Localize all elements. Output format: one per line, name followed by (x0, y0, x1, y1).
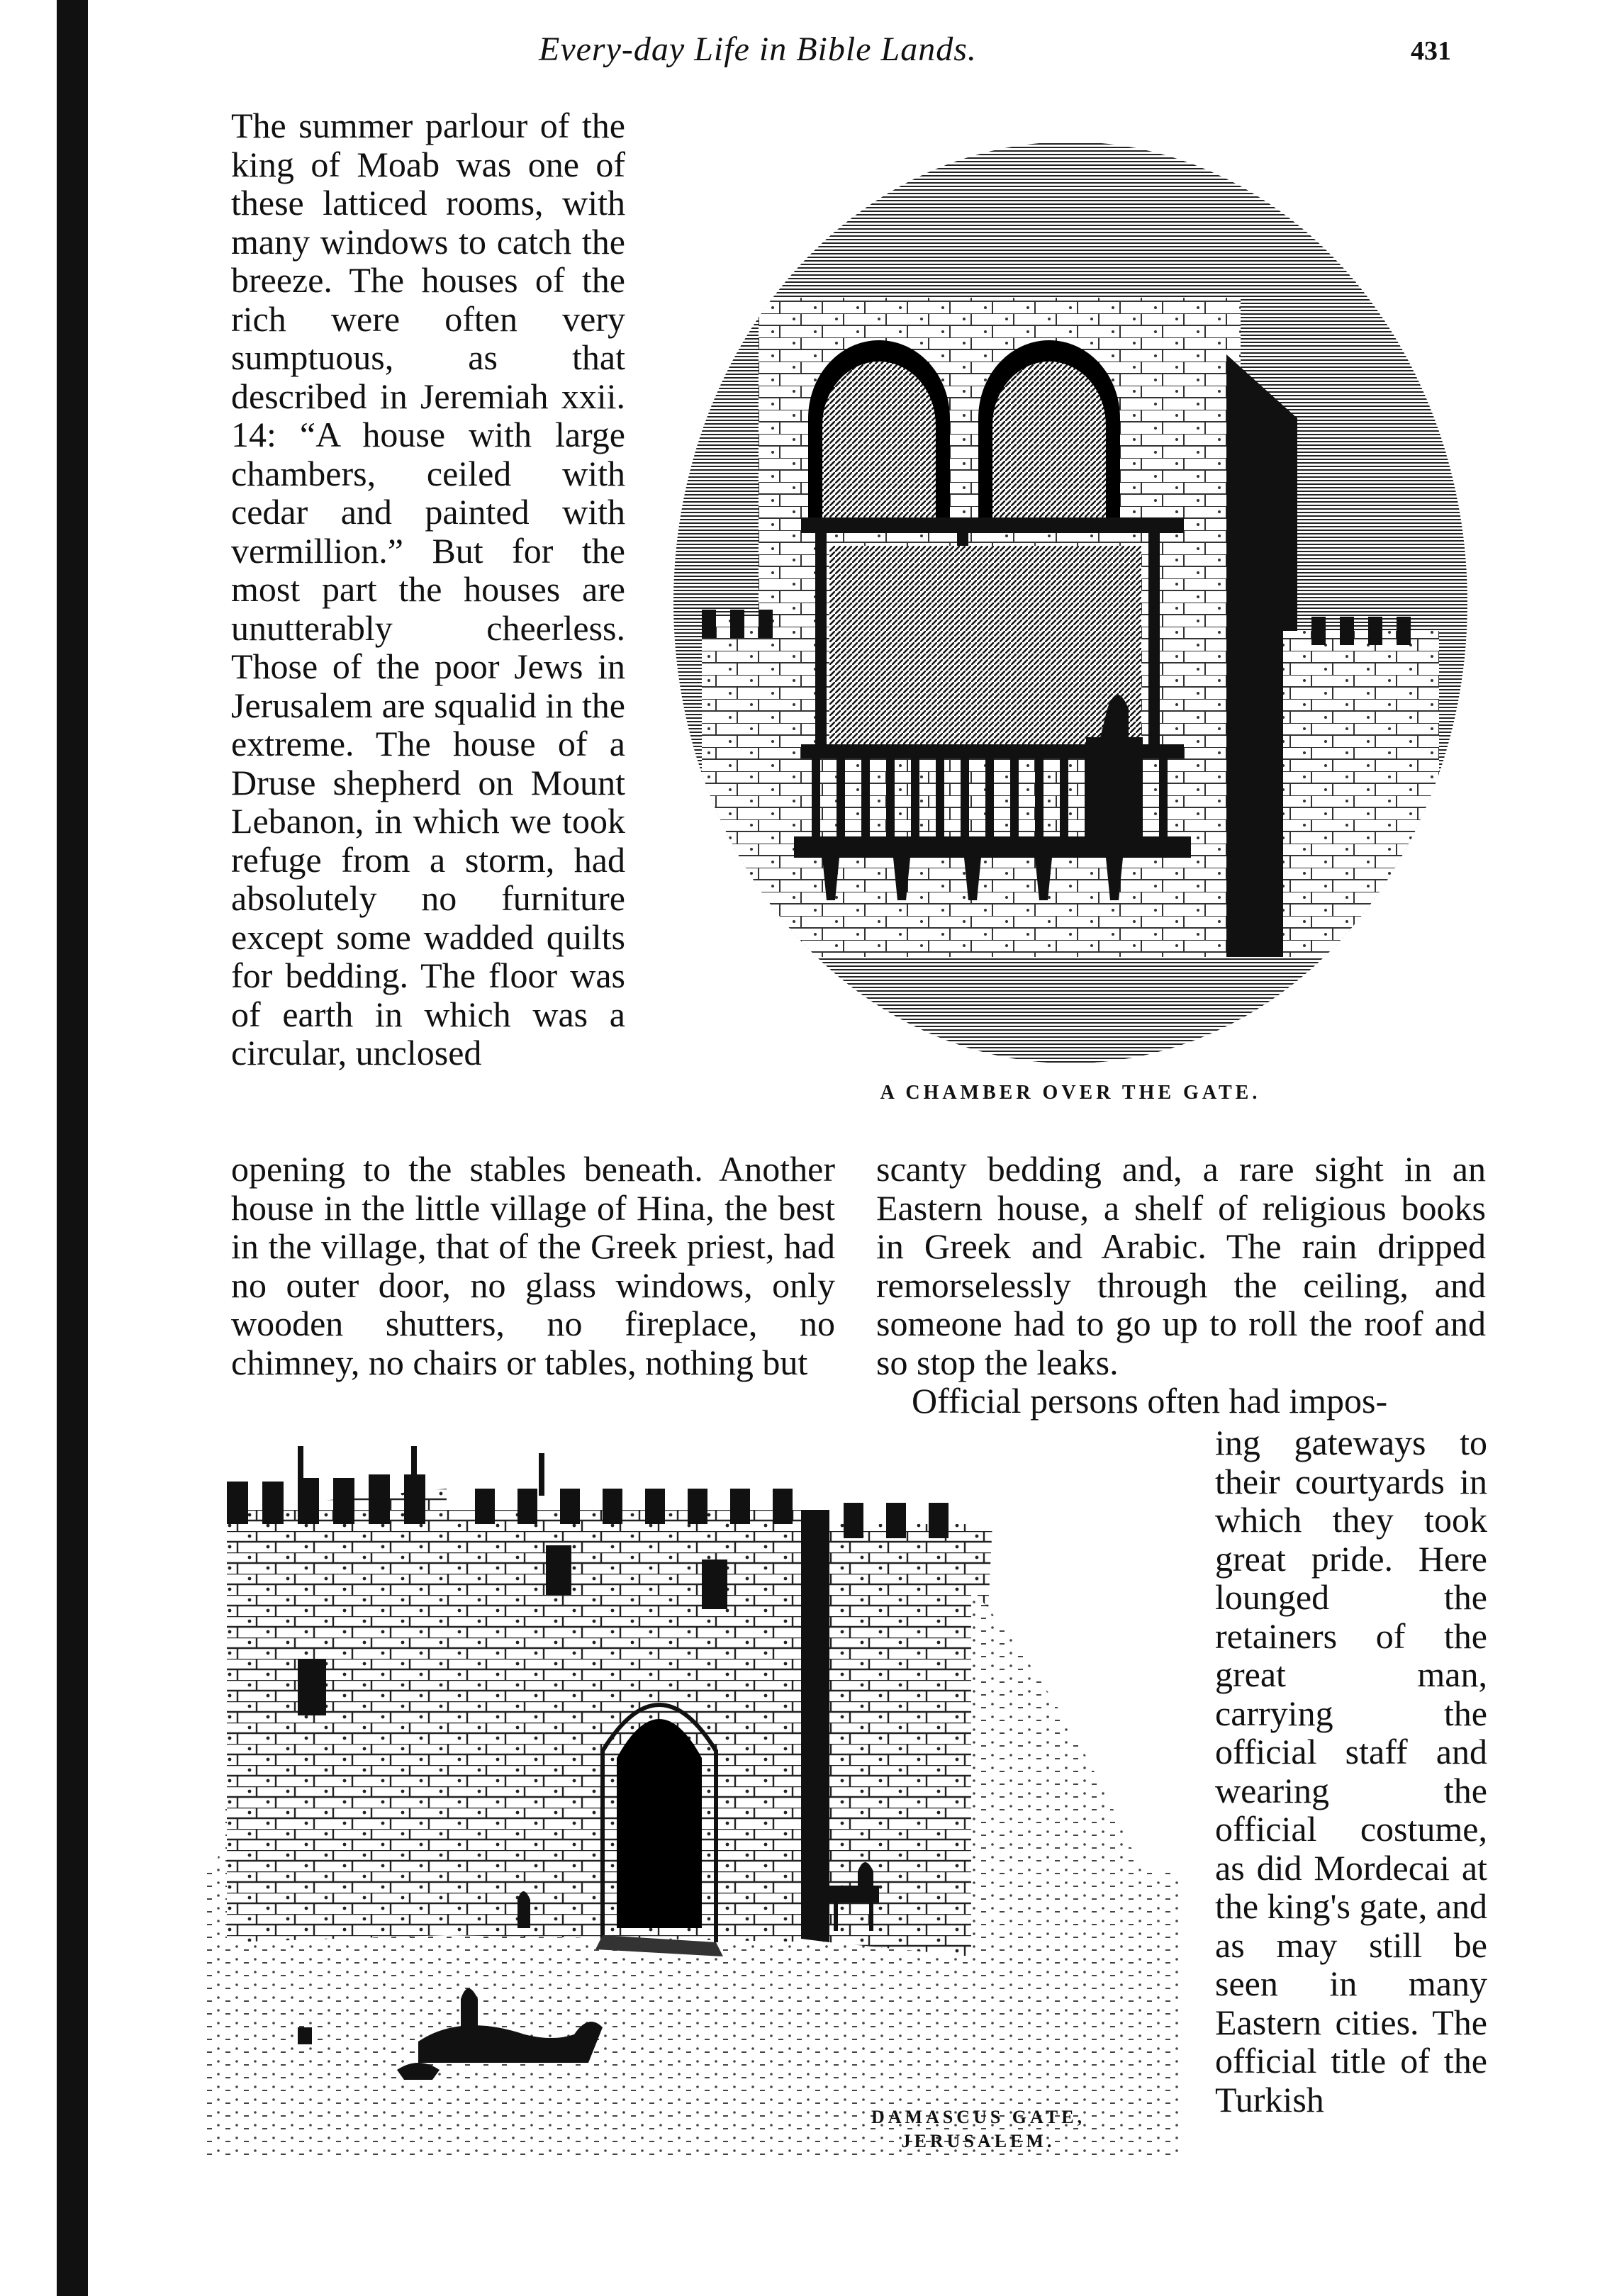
body-paragraph: The summer parlour of the king of Moab was one of these latticed rooms, with many windows to catch the breeze. The houses of the rich were often very sumptuous, as that described in Jeremiah xxii. 14: “A house with large chambers, ceiled with cedar and painted with vermillion.” But for the most part the houses are unutterably cheerless. Those of the poor Jews in Jerusalem are squalid in the extreme. The house of a Druse shepherd on Mount Lebanon, in which we took refuge from a storm, had absolutely no furniture except some wadded quilts for bedding. The floor was of earth in which was a circular, unclosed (231, 106, 625, 1073)
body-paragraph-continued: ing gateways to their courtyards in which they took great pride. Here lounged the retainers of the great man, carrying the official staff and wearing the official costume, as did Mordecai at the king's gate, and as may still be seen in many Eastern cities. The official title of the Turkish (1215, 1423, 1487, 2119)
body-paragraph-indented: Official persons often had impos- (912, 1381, 1388, 1421)
chamber-caption: A CHAMBER OVER THE GATE. (880, 1082, 1261, 1104)
caption-line-2: JERUSALEM. (901, 2131, 1056, 2151)
chamber-engraving (659, 121, 1482, 1070)
body-paragraph: opening to the stables beneath. Another house in the little village of Hina, the best in the village, that of the Greek priest, had no outer door, no glass windows, only wooden shutters, no fireplace, no chimney, no chairs or tables, nothing but (231, 1149, 835, 1382)
text-column-left-top (231, 106, 625, 1073)
damascus-gate-caption (822, 2105, 1134, 2154)
text-column-right-mid (876, 1150, 1486, 1421)
damascus-gate-engraving (206, 1446, 1184, 2155)
body-paragraph: scanty bedding and, a rare sight in an Eastern house, a shelf of religious books in Greek and Arabic. The rain dripped remorselessly through the ceiling, and someone had to go up to roll the roof and so stop the leaks. (876, 1149, 1486, 1382)
text-column-left-mid (231, 1150, 835, 1382)
running-title: Every-day Life in Bible Lands. (539, 30, 977, 68)
page-binding-edge (57, 0, 88, 2296)
text-column-right-bottom (1215, 1423, 1487, 2119)
caption-line-1: DAMASCUS GATE, (871, 2107, 1086, 2127)
page-number: 431 (1411, 36, 1451, 66)
